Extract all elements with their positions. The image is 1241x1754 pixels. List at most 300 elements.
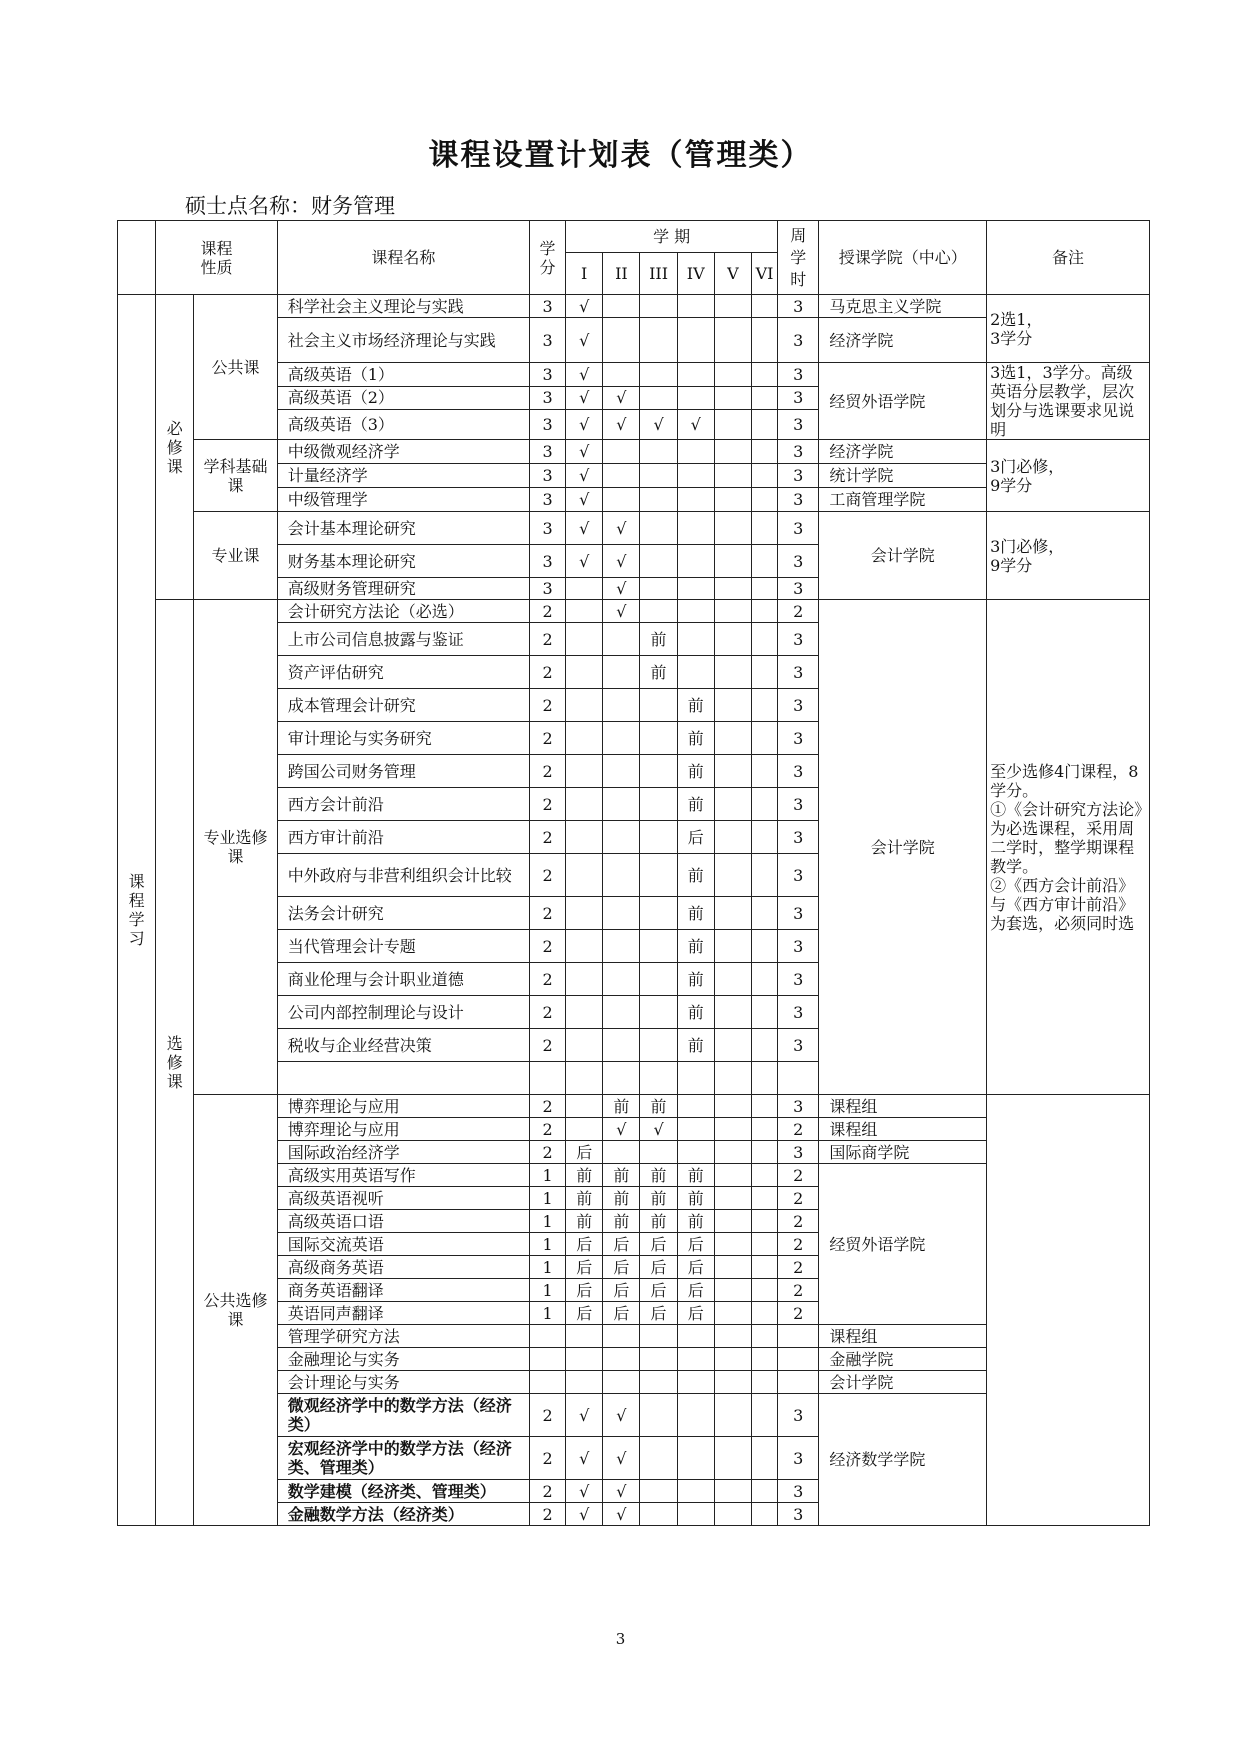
semester-1-mark: 后 bbox=[566, 1233, 603, 1256]
course-college: 金融学院 bbox=[819, 1348, 987, 1371]
semester-6-mark bbox=[751, 512, 777, 545]
weekly-hours: 3 bbox=[778, 854, 819, 897]
course-credit: 1 bbox=[529, 1210, 565, 1233]
semester-4-mark: 后 bbox=[677, 1233, 714, 1256]
semester-4-mark: √ bbox=[677, 410, 714, 440]
semester-4-mark bbox=[677, 1095, 714, 1118]
course-credit: 2 bbox=[529, 821, 565, 854]
semester-5-mark bbox=[714, 386, 751, 410]
weekly-hours: 3 bbox=[778, 512, 819, 545]
semester-6-mark bbox=[751, 1503, 777, 1526]
course-name: 西方审计前沿 bbox=[277, 821, 529, 854]
semester-1-mark: 前 bbox=[566, 1210, 603, 1233]
college-accounting-1: 会计学院 bbox=[819, 512, 987, 600]
semester-2-mark: √ bbox=[603, 1437, 640, 1480]
semester-3-mark bbox=[640, 963, 677, 996]
header-corner bbox=[118, 221, 156, 295]
semester-3-mark bbox=[640, 578, 677, 600]
semester-5-mark bbox=[714, 1118, 751, 1141]
semester-4-mark bbox=[677, 1325, 714, 1348]
semester-4-mark: 后 bbox=[677, 1279, 714, 1302]
semester-2-mark bbox=[603, 295, 640, 318]
semester-4-mark: 前 bbox=[677, 1187, 714, 1210]
weekly-hours: 3 bbox=[778, 410, 819, 440]
semester-3-mark bbox=[640, 722, 677, 755]
semester-6-mark bbox=[751, 1480, 777, 1503]
semester-5-mark bbox=[714, 1325, 751, 1348]
course-credit: 2 bbox=[529, 623, 565, 656]
semester-6-mark bbox=[751, 930, 777, 963]
course-name: 博弈理论与应用 bbox=[277, 1118, 529, 1141]
course-name: 高级英语视听 bbox=[277, 1187, 529, 1210]
course-credit: 2 bbox=[529, 689, 565, 722]
course-credit: 2 bbox=[529, 897, 565, 930]
course-credit: 1 bbox=[529, 1279, 565, 1302]
semester-4-mark: 前 bbox=[677, 930, 714, 963]
semester-6-mark bbox=[751, 788, 777, 821]
semester-6-mark bbox=[751, 386, 777, 410]
weekly-hours: 3 bbox=[778, 545, 819, 578]
semester-6-mark bbox=[751, 1118, 777, 1141]
semester-2-mark: 前 bbox=[603, 1187, 640, 1210]
semester-5-mark bbox=[714, 1503, 751, 1526]
course-credit: 2 bbox=[529, 854, 565, 897]
header-semester-1: I bbox=[566, 253, 603, 295]
course-credit: 2 bbox=[529, 1480, 565, 1503]
semester-2-mark bbox=[603, 689, 640, 722]
semester-6-mark bbox=[751, 1325, 777, 1348]
semester-1-mark bbox=[566, 1371, 603, 1394]
semester-4-mark bbox=[677, 656, 714, 689]
semester-6-mark bbox=[751, 1029, 777, 1062]
semester-5-mark bbox=[714, 788, 751, 821]
semester-6-mark bbox=[751, 897, 777, 930]
course-credit: 3 bbox=[529, 363, 565, 387]
semester-6-mark bbox=[751, 1256, 777, 1279]
semester-2-mark bbox=[603, 1348, 640, 1371]
semester-3-mark bbox=[640, 1325, 677, 1348]
semester-4-mark: 前 bbox=[677, 755, 714, 788]
semester-4-mark: 前 bbox=[677, 963, 714, 996]
semester-5-mark bbox=[714, 363, 751, 387]
course-credit bbox=[529, 1348, 565, 1371]
course-credit: 2 bbox=[529, 1437, 565, 1480]
semester-4-mark: 前 bbox=[677, 722, 714, 755]
semester-1-mark: √ bbox=[566, 464, 603, 488]
semester-2-mark: √ bbox=[603, 1394, 640, 1437]
course-credit: 1 bbox=[529, 1302, 565, 1325]
semester-5-mark bbox=[714, 512, 751, 545]
semester-5-mark bbox=[714, 318, 751, 363]
semester-3-mark bbox=[640, 930, 677, 963]
semester-2-mark: √ bbox=[603, 1118, 640, 1141]
semester-5-mark bbox=[714, 295, 751, 318]
course-credit: 2 bbox=[529, 996, 565, 1029]
semester-5-mark bbox=[714, 1062, 751, 1095]
course-name: 国际政治经济学 bbox=[277, 1141, 529, 1164]
semester-5-mark bbox=[714, 930, 751, 963]
semester-2-mark bbox=[603, 1325, 640, 1348]
weekly-hours bbox=[778, 1348, 819, 1371]
course-name: 高级实用英语写作 bbox=[277, 1164, 529, 1187]
weekly-hours: 2 bbox=[778, 1256, 819, 1279]
semester-4-mark bbox=[677, 1118, 714, 1141]
semester-1-mark: √ bbox=[566, 295, 603, 318]
header-semester-2: II bbox=[603, 253, 640, 295]
semester-5-mark bbox=[714, 1437, 751, 1480]
semester-5-mark bbox=[714, 1279, 751, 1302]
semester-4-mark bbox=[677, 464, 714, 488]
semester-5-mark bbox=[714, 1164, 751, 1187]
semester-5-mark bbox=[714, 1187, 751, 1210]
semester-4-mark bbox=[677, 578, 714, 600]
semester-1-mark bbox=[566, 578, 603, 600]
table-row bbox=[118, 1095, 1150, 1118]
weekly-hours: 3 bbox=[778, 386, 819, 410]
course-credit: 2 bbox=[529, 963, 565, 996]
course-name: 高级财务管理研究 bbox=[277, 578, 529, 600]
course-credit bbox=[529, 1371, 565, 1394]
semester-6-mark bbox=[751, 1394, 777, 1437]
semester-2-mark bbox=[603, 788, 640, 821]
semester-1-mark: √ bbox=[566, 1394, 603, 1437]
header-semester-4: IV bbox=[677, 253, 714, 295]
semester-2-mark bbox=[603, 488, 640, 512]
course-name: 公司内部控制理论与设计 bbox=[277, 996, 529, 1029]
semester-5-mark bbox=[714, 821, 751, 854]
course-name: 资产评估研究 bbox=[277, 656, 529, 689]
semester-5-mark bbox=[714, 545, 751, 578]
semester-4-mark: 后 bbox=[677, 821, 714, 854]
semester-6-mark bbox=[751, 963, 777, 996]
course-college: 会计学院 bbox=[819, 1371, 987, 1394]
group-major: 专业课 bbox=[194, 512, 277, 600]
semester-2-mark: √ bbox=[603, 386, 640, 410]
semester-3-mark bbox=[640, 1371, 677, 1394]
weekly-hours: 3 bbox=[778, 689, 819, 722]
semester-5-mark bbox=[714, 440, 751, 464]
semester-2-mark bbox=[603, 963, 640, 996]
semester-4-mark bbox=[677, 1141, 714, 1164]
weekly-hours bbox=[778, 1371, 819, 1394]
semester-3-mark bbox=[640, 1141, 677, 1164]
weekly-hours: 3 bbox=[778, 1095, 819, 1118]
course-credit: 2 bbox=[529, 788, 565, 821]
weekly-hours: 3 bbox=[778, 1480, 819, 1503]
semester-2-mark bbox=[603, 854, 640, 897]
semester-4-mark bbox=[677, 295, 714, 318]
weekly-hours: 3 bbox=[778, 996, 819, 1029]
course-name: 成本管理会计研究 bbox=[277, 689, 529, 722]
note-public: 2选1， 3学分 bbox=[987, 295, 1150, 363]
weekly-hours: 3 bbox=[778, 656, 819, 689]
course-name: 管理学研究方法 bbox=[277, 1325, 529, 1348]
semester-1-mark: 后 bbox=[566, 1302, 603, 1325]
semester-3-mark bbox=[640, 295, 677, 318]
semester-5-mark bbox=[714, 1233, 751, 1256]
college-foreign-1: 经贸外语学院 bbox=[819, 363, 987, 440]
group-learning: 课程学习 bbox=[118, 295, 156, 1526]
page-number: 3 bbox=[615, 1630, 626, 1648]
semester-6-mark bbox=[751, 755, 777, 788]
weekly-hours: 3 bbox=[778, 578, 819, 600]
semester-4-mark bbox=[677, 512, 714, 545]
semester-5-mark bbox=[714, 996, 751, 1029]
semester-5-mark bbox=[714, 722, 751, 755]
semester-3-mark: 前 bbox=[640, 1095, 677, 1118]
header-semester: 学 期 bbox=[566, 221, 778, 253]
course-name: 社会主义市场经济理论与实践 bbox=[277, 318, 529, 363]
semester-2-mark: √ bbox=[603, 1503, 640, 1526]
course-name: 跨国公司财务管理 bbox=[277, 755, 529, 788]
semester-1-mark: √ bbox=[566, 386, 603, 410]
course-name: 当代管理会计专题 bbox=[277, 930, 529, 963]
course-college: 课程组 bbox=[819, 1095, 987, 1118]
semester-1-mark bbox=[566, 821, 603, 854]
semester-4-mark bbox=[677, 1394, 714, 1437]
semester-3-mark: 后 bbox=[640, 1279, 677, 1302]
semester-2-mark: √ bbox=[603, 545, 640, 578]
semester-2-mark: √ bbox=[603, 1480, 640, 1503]
weekly-hours: 3 bbox=[778, 464, 819, 488]
header-semester-5: V bbox=[714, 253, 751, 295]
group-major-elective: 专业选修课 bbox=[194, 600, 277, 1095]
weekly-hours: 3 bbox=[778, 318, 819, 363]
semester-3-mark bbox=[640, 1480, 677, 1503]
semester-1-mark: √ bbox=[566, 410, 603, 440]
semester-4-mark: 前 bbox=[677, 1164, 714, 1187]
table-row bbox=[118, 440, 1150, 464]
weekly-hours: 3 bbox=[778, 1503, 819, 1526]
semester-3-mark bbox=[640, 1029, 677, 1062]
semester-3-mark bbox=[640, 318, 677, 363]
course-name: 计量经济学 bbox=[277, 464, 529, 488]
semester-5-mark bbox=[714, 488, 751, 512]
semester-1-mark bbox=[566, 1325, 603, 1348]
semester-5-mark bbox=[714, 897, 751, 930]
semester-2-mark: 前 bbox=[603, 1210, 640, 1233]
header-college: 授课学院（中心） bbox=[819, 221, 987, 295]
course-name: 数学建模（经济类、管理类） bbox=[277, 1480, 529, 1503]
weekly-hours: 3 bbox=[778, 1141, 819, 1164]
note-major: 3门必修， 9学分 bbox=[987, 512, 1150, 600]
weekly-hours bbox=[778, 1325, 819, 1348]
semester-1-mark: 后 bbox=[566, 1279, 603, 1302]
page-title: 课程设置计划表（管理类） bbox=[428, 138, 813, 173]
college-math: 经济数学学院 bbox=[819, 1394, 987, 1526]
semester-6-mark bbox=[751, 1371, 777, 1394]
semester-4-mark bbox=[677, 1062, 714, 1095]
semester-4-mark bbox=[677, 386, 714, 410]
semester-4-mark: 前 bbox=[677, 897, 714, 930]
course-name: 国际交流英语 bbox=[277, 1233, 529, 1256]
course-name: 商务英语翻译 bbox=[277, 1279, 529, 1302]
course-name: 商业伦理与会计职业道德 bbox=[277, 963, 529, 996]
semester-2-mark bbox=[603, 897, 640, 930]
semester-3-mark bbox=[640, 1062, 677, 1095]
course-name: 上市公司信息披露与鉴证 bbox=[277, 623, 529, 656]
semester-1-mark bbox=[566, 722, 603, 755]
header-course-nature: 课程性质 bbox=[156, 221, 278, 295]
semester-5-mark bbox=[714, 689, 751, 722]
semester-3-mark: √ bbox=[640, 410, 677, 440]
semester-2-mark bbox=[603, 930, 640, 963]
course-credit: 1 bbox=[529, 1164, 565, 1187]
course-credit: 3 bbox=[529, 386, 565, 410]
header-semester-6: VI bbox=[751, 253, 777, 295]
semester-4-mark: 前 bbox=[677, 1029, 714, 1062]
semester-3-mark bbox=[640, 1348, 677, 1371]
semester-2-mark bbox=[603, 440, 640, 464]
semester-3-mark bbox=[640, 488, 677, 512]
semester-3-mark: 前 bbox=[640, 656, 677, 689]
course-name: 法务会计研究 bbox=[277, 897, 529, 930]
semester-4-mark: 前 bbox=[677, 689, 714, 722]
weekly-hours: 3 bbox=[778, 1394, 819, 1437]
semester-6-mark bbox=[751, 1210, 777, 1233]
header-credit: 学分 bbox=[529, 221, 565, 295]
semester-6-mark bbox=[751, 464, 777, 488]
group-required: 必修课 bbox=[156, 295, 194, 600]
semester-1-mark: 后 bbox=[566, 1141, 603, 1164]
group-public: 公共课 bbox=[194, 295, 277, 440]
semester-3-mark bbox=[640, 689, 677, 722]
semester-1-mark bbox=[566, 623, 603, 656]
course-credit: 3 bbox=[529, 295, 565, 318]
semester-3-mark: 后 bbox=[640, 1302, 677, 1325]
semester-3-mark bbox=[640, 363, 677, 387]
course-name: 高级英语（1） bbox=[277, 363, 529, 387]
course-name: 英语同声翻译 bbox=[277, 1302, 529, 1325]
semester-6-mark bbox=[751, 1164, 777, 1187]
semester-2-mark: 前 bbox=[603, 1095, 640, 1118]
course-name: 中外政府与非营利组织会计比较 bbox=[277, 854, 529, 897]
semester-3-mark: 后 bbox=[640, 1256, 677, 1279]
course-credit: 3 bbox=[529, 318, 565, 363]
semester-1-mark: 前 bbox=[566, 1187, 603, 1210]
semester-1-mark: √ bbox=[566, 545, 603, 578]
weekly-hours: 3 bbox=[778, 722, 819, 755]
course-credit: 3 bbox=[529, 512, 565, 545]
semester-2-mark: 前 bbox=[603, 1164, 640, 1187]
course-plan-table bbox=[117, 220, 1150, 1526]
semester-4-mark bbox=[677, 623, 714, 656]
course-credit: 1 bbox=[529, 1233, 565, 1256]
semester-1-mark: √ bbox=[566, 1503, 603, 1526]
weekly-hours: 2 bbox=[778, 1187, 819, 1210]
group-discipline: 学科基础课 bbox=[194, 440, 277, 512]
semester-2-mark: √ bbox=[603, 578, 640, 600]
semester-2-mark: 后 bbox=[603, 1302, 640, 1325]
course-credit: 1 bbox=[529, 1256, 565, 1279]
semester-3-mark: 前 bbox=[640, 623, 677, 656]
course-credit: 3 bbox=[529, 545, 565, 578]
semester-5-mark bbox=[714, 963, 751, 996]
semester-4-mark bbox=[677, 363, 714, 387]
semester-2-mark: √ bbox=[603, 410, 640, 440]
course-name: 会计理论与实务 bbox=[277, 1371, 529, 1394]
semester-6-mark bbox=[751, 1437, 777, 1480]
semester-5-mark bbox=[714, 600, 751, 623]
semester-3-mark bbox=[640, 600, 677, 623]
semester-4-mark: 前 bbox=[677, 996, 714, 1029]
course-credit: 2 bbox=[529, 1141, 565, 1164]
course-name: 科学社会主义理论与实践 bbox=[277, 295, 529, 318]
course-credit: 3 bbox=[529, 488, 565, 512]
semester-3-mark bbox=[640, 788, 677, 821]
table-row bbox=[118, 600, 1150, 623]
semester-1-mark bbox=[566, 1029, 603, 1062]
semester-4-mark: 前 bbox=[677, 854, 714, 897]
course-name: 会计基本理论研究 bbox=[277, 512, 529, 545]
semester-3-mark: √ bbox=[640, 1118, 677, 1141]
course-name: 高级商务英语 bbox=[277, 1256, 529, 1279]
semester-5-mark bbox=[714, 1256, 751, 1279]
note-discipline: 3门必修， 9学分 bbox=[987, 440, 1150, 512]
semester-5-mark bbox=[714, 1029, 751, 1062]
semester-2-mark bbox=[603, 363, 640, 387]
course-college: 课程组 bbox=[819, 1118, 987, 1141]
semester-2-mark bbox=[603, 821, 640, 854]
semester-5-mark bbox=[714, 1480, 751, 1503]
semester-1-mark bbox=[566, 897, 603, 930]
semester-3-mark bbox=[640, 1437, 677, 1480]
semester-6-mark bbox=[751, 600, 777, 623]
course-credit: 2 bbox=[529, 1394, 565, 1437]
note-english: 3选1，3学分。高级英语分层教学，层次划分与选课要求见说明 bbox=[987, 363, 1150, 440]
semester-6-mark bbox=[751, 1302, 777, 1325]
semester-2-mark bbox=[603, 1141, 640, 1164]
semester-4-mark bbox=[677, 488, 714, 512]
semester-1-mark: √ bbox=[566, 488, 603, 512]
semester-5-mark bbox=[714, 1210, 751, 1233]
weekly-hours: 3 bbox=[778, 821, 819, 854]
semester-3-mark: 前 bbox=[640, 1164, 677, 1187]
course-name: 微观经济学中的数学方法（经济类） bbox=[277, 1394, 529, 1437]
header-course-name: 课程名称 bbox=[277, 221, 529, 295]
semester-5-mark bbox=[714, 1302, 751, 1325]
semester-6-mark bbox=[751, 545, 777, 578]
semester-1-mark: √ bbox=[566, 1480, 603, 1503]
semester-6-mark bbox=[751, 821, 777, 854]
semester-3-mark bbox=[640, 545, 677, 578]
course-credit: 1 bbox=[529, 1187, 565, 1210]
semester-2-mark: 后 bbox=[603, 1233, 640, 1256]
semester-3-mark bbox=[640, 440, 677, 464]
semester-4-mark bbox=[677, 545, 714, 578]
header-semester-3: III bbox=[640, 253, 677, 295]
course-credit: 3 bbox=[529, 410, 565, 440]
semester-1-mark bbox=[566, 656, 603, 689]
semester-4-mark bbox=[677, 1371, 714, 1394]
course-name: 高级英语（2） bbox=[277, 386, 529, 410]
semester-5-mark bbox=[714, 1371, 751, 1394]
semester-3-mark bbox=[640, 464, 677, 488]
program-name: 硕士点名称：财务管理 bbox=[185, 194, 395, 218]
course-table-body bbox=[118, 221, 1150, 1526]
semester-1-mark: √ bbox=[566, 1437, 603, 1480]
semester-1-mark bbox=[566, 854, 603, 897]
course-credit: 2 bbox=[529, 1118, 565, 1141]
semester-6-mark bbox=[751, 1095, 777, 1118]
semester-4-mark: 前 bbox=[677, 788, 714, 821]
course-name: 博弈理论与应用 bbox=[277, 1095, 529, 1118]
semester-4-mark bbox=[677, 1348, 714, 1371]
semester-5-mark bbox=[714, 755, 751, 788]
semester-6-mark bbox=[751, 488, 777, 512]
semester-1-mark: 前 bbox=[566, 1164, 603, 1187]
college-accounting-2: 会计学院 bbox=[819, 600, 987, 1095]
